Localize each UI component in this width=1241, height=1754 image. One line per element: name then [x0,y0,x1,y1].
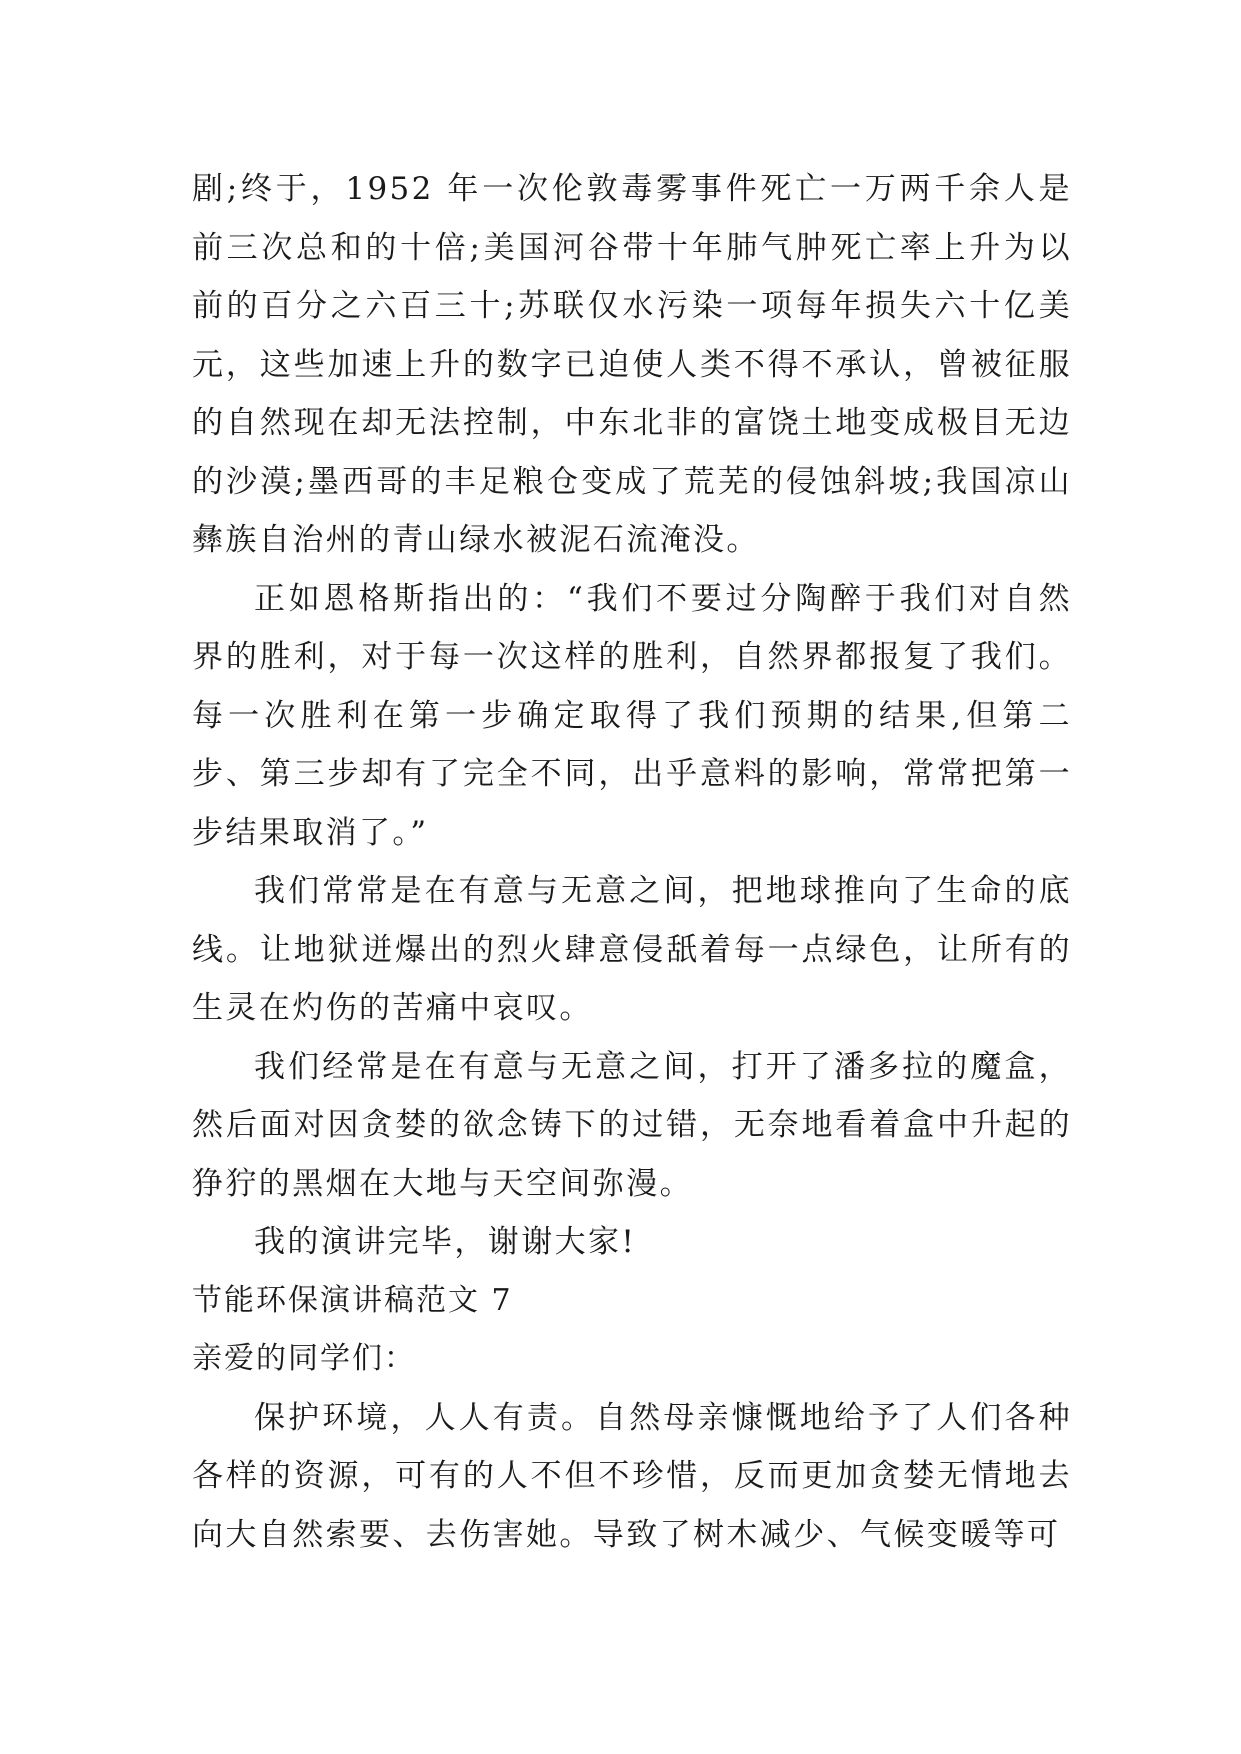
section-title: 节能环保演讲稿范文 7 [192,1282,513,1318]
salutation: 亲爱的同学们： [192,1341,416,1376]
paragraph-earth-bottom-line: 我们常常是在有意与无意之间，把地球推向了生命的底线。让地狱迸爆出的烈火肆意侵舐着每一点绿色，让所有的生灵在灼伤的苦痛中哀叹。 [192,873,1072,1026]
paragraph-pollution-statistics: 剧;终于，1952 年一次伦敦毒雾事件死亡一万两千余人是前三次总和的十倍;美国河谷带十年肺气肿死亡率上升为以前的百分之六百三十;苏联仅水污染一项每年损失六十亿美元，这些加速上升的数字已迫使人类不得不承认，曾被征服的自然现在却无法控制，中东北非的富饶土地变成极目无边的沙漠;墨西哥的丰足粮仓变成了荒芜的侵蚀斜坡;我国凉山彝族自治州的青山绿水被泥石流淹没。 [192,171,1072,558]
paragraph-speech-closing: 我的演讲完毕，谢谢大家! [254,1224,637,1260]
document-body [192,160,1072,1564]
paragraph-pandora-box: 我们经常是在有意与无意之间，打开了潘多拉的魔盒，然后面对因贪婪的欲念铸下的过错，无奈地看着盒中升起的狰狞的黑烟在大地与天空间弥漫。 [192,1048,1072,1202]
paragraph-protect-environment: 保护环境，人人有责。自然母亲慷慨地给予了人们各种各样的资源，可有的人不但不珍惜，反而更加贪婪无情地去向大自然索要、去伤害她。导致了树木减少、气候变暖等可 [192,1399,1072,1553]
paragraph-engels-quote: 正如恩格斯指出的：“我们不要过分陶醉于我们对自然界的胜利，对于每一次这样的胜利，自然界都报复了我们。每一次胜利在第一步确定取得了我们预期的结果,但第二步、第三步却有了完全不同，出乎意料的影响，常常把第一步结果取消了。” [192,580,1072,851]
